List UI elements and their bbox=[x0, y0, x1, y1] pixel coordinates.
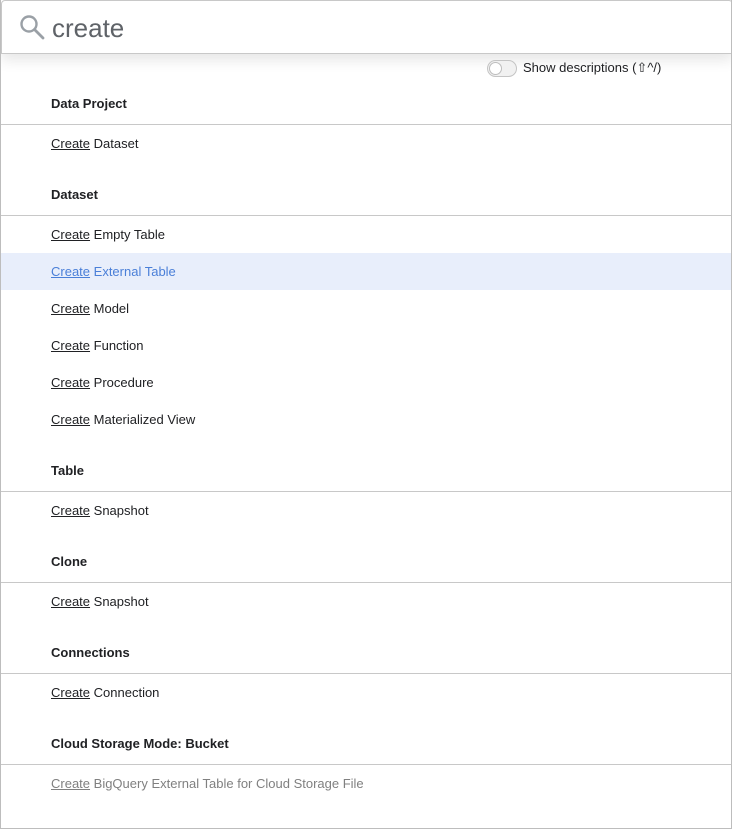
command-item[interactable] bbox=[1, 765, 731, 802]
group-title: Clone bbox=[51, 554, 88, 569]
command-item[interactable] bbox=[1, 253, 731, 290]
group-header bbox=[1, 187, 731, 216]
command-rest: Dataset bbox=[90, 136, 139, 151]
match-keyword: Create bbox=[51, 685, 91, 700]
match-keyword: Create bbox=[51, 264, 91, 279]
command-label bbox=[51, 136, 138, 151]
group-header bbox=[1, 736, 731, 765]
search-icon bbox=[19, 14, 45, 40]
command-item[interactable] bbox=[1, 401, 731, 438]
toggle-label: Show descriptions (⇧^/) bbox=[523, 60, 662, 75]
group-header bbox=[1, 554, 731, 583]
group-header bbox=[1, 463, 731, 492]
command-rest: Snapshot bbox=[90, 503, 149, 518]
command-label bbox=[51, 301, 129, 316]
command-item[interactable] bbox=[1, 674, 731, 711]
command-rest: Materialized View bbox=[90, 412, 196, 427]
match-keyword: Create bbox=[51, 412, 91, 427]
match-keyword: Create bbox=[51, 503, 91, 518]
command-item[interactable] bbox=[1, 125, 731, 162]
group-title: Data Project bbox=[51, 96, 127, 111]
group-header bbox=[1, 96, 731, 125]
command-rest: Connection bbox=[90, 685, 160, 700]
command-label bbox=[51, 264, 176, 279]
match-keyword: Create bbox=[51, 594, 91, 609]
toggle-switch[interactable] bbox=[487, 60, 517, 77]
command-rest: Model bbox=[90, 301, 130, 316]
group-title: Dataset bbox=[51, 187, 98, 202]
group-header bbox=[1, 645, 731, 674]
match-keyword: Create bbox=[51, 375, 91, 390]
command-rest: External Table bbox=[90, 264, 176, 279]
command-item[interactable] bbox=[1, 327, 731, 364]
command-item[interactable] bbox=[1, 492, 731, 529]
group-title: Table bbox=[51, 463, 84, 478]
group-title: Connections bbox=[51, 645, 130, 660]
search-input[interactable] bbox=[52, 9, 692, 47]
command-item[interactable] bbox=[1, 216, 731, 253]
command-rest: Snapshot bbox=[90, 594, 149, 609]
toggle-knob bbox=[489, 62, 502, 75]
command-rest: Empty Table bbox=[90, 227, 165, 242]
match-keyword: Create bbox=[51, 301, 91, 316]
command-label bbox=[51, 685, 159, 700]
command-label bbox=[51, 594, 149, 609]
command-label bbox=[51, 412, 195, 427]
match-keyword: Create bbox=[51, 338, 91, 353]
command-item[interactable] bbox=[1, 364, 731, 401]
match-keyword: Create bbox=[51, 776, 91, 791]
command-rest: BigQuery External Table for Cloud Storage File bbox=[90, 776, 364, 791]
match-keyword: Create bbox=[51, 227, 91, 242]
show-descriptions-toggle[interactable] bbox=[487, 58, 661, 78]
group-title: Cloud Storage Mode: Bucket bbox=[51, 736, 229, 751]
command-label bbox=[51, 776, 364, 791]
command-item[interactable] bbox=[1, 583, 731, 620]
command-item[interactable] bbox=[1, 290, 731, 327]
command-label bbox=[51, 338, 144, 353]
command-rest: Procedure bbox=[90, 375, 154, 390]
command-label bbox=[51, 227, 165, 242]
search-bar bbox=[1, 0, 732, 54]
command-label bbox=[51, 503, 149, 518]
command-rest: Function bbox=[90, 338, 144, 353]
match-keyword: Create bbox=[51, 136, 91, 151]
command-label bbox=[51, 375, 154, 390]
